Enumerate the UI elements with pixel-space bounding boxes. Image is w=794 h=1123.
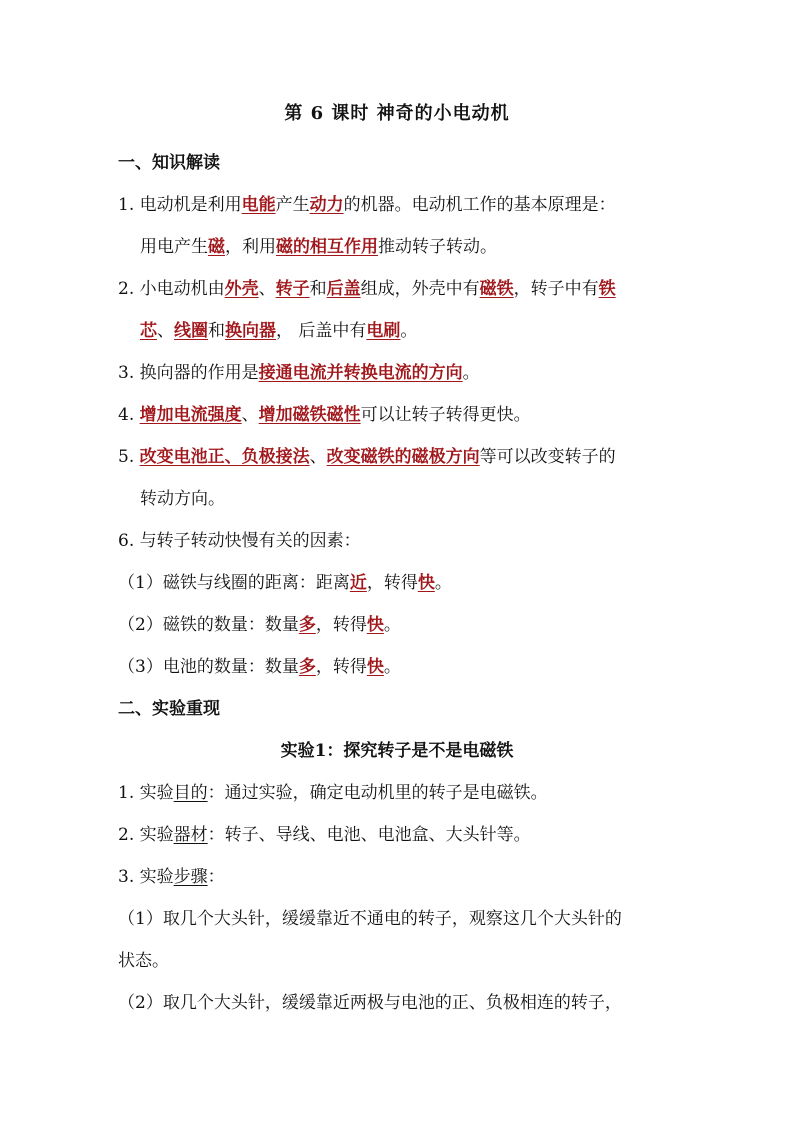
text-segment: 和 [309, 279, 327, 299]
text-segment: 和 [208, 321, 225, 341]
answer-text: 外壳 [224, 279, 259, 299]
text-segment: （3）电池的数量：数量 [118, 657, 299, 677]
answer-text: 后盖 [326, 279, 361, 299]
answer-text: 快 [366, 657, 384, 677]
item-5-line-1 [118, 445, 616, 469]
answer-text: 快 [417, 573, 435, 593]
exp-item-1 [118, 781, 548, 805]
text-segment: 产生 [275, 195, 310, 215]
text-segment: 推动转子转动。 [378, 237, 497, 257]
item-5-line-2 [140, 487, 225, 511]
text-segment: 。 [383, 615, 401, 635]
answer-text: 换向器 [225, 321, 276, 341]
answer-text: 快 [366, 615, 384, 635]
item-1-line-2 [140, 235, 497, 259]
item-6-line-1 [118, 529, 361, 553]
text-segment: 、 [157, 321, 174, 341]
experiment-title: 实验1：探究转子是不是电磁铁 [280, 741, 514, 761]
section-heading-experiment: 二、实验重现 [118, 699, 220, 719]
text-segment: 组成，外壳中有 [360, 279, 480, 299]
text-segment: 、 [241, 405, 259, 425]
item-3-line-1 [118, 361, 480, 385]
text-segment: （2）磁铁的数量：数量 [118, 615, 299, 635]
text-segment: 1. 实验 [118, 783, 174, 803]
text-segment: ：转子、导线、电池、电池盒、大头针等。 [207, 825, 531, 845]
page-title: 第 6 课时 神奇的小电动机 [284, 103, 510, 124]
section-heading-knowledge: 一、知识解读 [118, 153, 220, 173]
answer-text: 铁 [598, 279, 616, 299]
text-segment: 转动方向。 [140, 489, 225, 509]
text-segment: ，利用 [225, 237, 276, 257]
answer-text: 改变磁铁的磁极方向 [326, 447, 480, 467]
text-segment: 。 [400, 321, 418, 341]
text-segment: ，转得 [315, 615, 367, 635]
text-segment: 、 [258, 279, 276, 299]
text-segment: 。 [383, 657, 401, 677]
exp-step-1-line-1 [118, 907, 622, 931]
item-1-line-1 [118, 193, 616, 217]
text-segment: 6. 与转子转动快慢有关的因素： [118, 531, 361, 551]
text-segment: 3. 换向器的作用是 [118, 363, 259, 383]
answer-text: 磁铁 [479, 279, 514, 299]
text-segment: 3. 实验 [118, 867, 174, 887]
text-segment: 可以让转子转得更快。 [360, 405, 531, 425]
answer-text: 多 [298, 615, 316, 635]
text-segment: 2. 实验 [118, 825, 174, 845]
exp-item-2 [118, 823, 531, 847]
answer-text: 近 [349, 573, 367, 593]
text-segment: 4. [118, 405, 140, 425]
text-segment: 5. [118, 447, 140, 467]
text-segment: ：通过实验，确定电动机里的转子是电磁铁。 [207, 783, 548, 803]
text-segment: 状态。 [118, 951, 169, 971]
item-2-line-2 [140, 319, 417, 343]
text-segment: （1）取几个大头针，缓缓靠近不通电的转子，观察这几个大头针的 [118, 909, 622, 929]
answer-text: 转子 [275, 279, 310, 299]
factor-1 [118, 571, 452, 595]
factor-2 [118, 613, 401, 637]
text-segment: （1）磁铁与线圈的距离：距离 [118, 573, 350, 593]
answer-text: 线圈 [174, 321, 208, 341]
item-2-line-1 [118, 277, 616, 301]
answer-text: 电刷 [366, 321, 401, 341]
underlined-term: 步骤 [173, 867, 208, 887]
text-segment: 用电产生 [140, 237, 208, 257]
text-segment: （2）取几个大头针，缓缓靠近两极与电池的正、负极相连的转子， [118, 993, 622, 1013]
answer-text: 磁 [208, 237, 225, 257]
text-segment: 。 [462, 363, 480, 383]
answer-text: 磁的相互作用 [276, 237, 378, 257]
exp-item-3 [118, 865, 225, 889]
answer-text: 改变电池正、负极接法 [139, 447, 310, 467]
text-segment: ，转得 [315, 657, 367, 677]
text-segment: 1. 电动机是利用 [118, 195, 242, 215]
text-segment: ，转子中有 [513, 279, 599, 299]
text-segment: 。 [434, 573, 452, 593]
answer-text: 接通电流并转换电流的方向 [258, 363, 463, 383]
answer-text: 多 [298, 657, 316, 677]
item-4-line-1 [118, 403, 531, 427]
underlined-term: 器材 [173, 825, 208, 845]
factor-3 [118, 655, 401, 679]
answer-text: 增加磁铁磁性 [258, 405, 361, 425]
text-segment: 等可以改变转子的 [479, 447, 616, 467]
text-segment: ， 后盖中有 [276, 321, 367, 341]
underlined-term: 目的 [173, 783, 208, 803]
answer-text: 电能 [241, 195, 276, 215]
text-segment: 、 [309, 447, 327, 467]
answer-text: 增加电流强度 [139, 405, 242, 425]
text-segment: ，转得 [366, 573, 418, 593]
exp-step-2-line-1 [118, 991, 622, 1015]
answer-text: 芯 [140, 321, 157, 341]
answer-text: 动力 [309, 195, 344, 215]
exp-step-1-line-2 [118, 949, 169, 973]
text-segment: 2. 小电动机由 [118, 279, 225, 299]
text-segment: ： [207, 867, 225, 887]
text-segment: 的机器。电动机工作的基本原理是： [343, 195, 616, 215]
